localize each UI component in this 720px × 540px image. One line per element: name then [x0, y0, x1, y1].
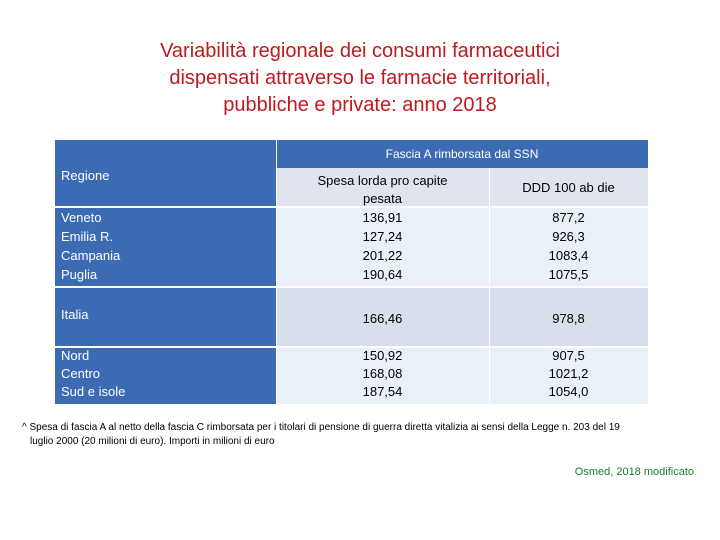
- ddd-value: 1054,0: [548, 384, 589, 399]
- spesa-group-1: [276, 207, 489, 287]
- spesa-value: 190,64: [362, 267, 403, 282]
- ddd-value: 1083,4: [548, 248, 589, 263]
- spesa-value: 127,24: [362, 229, 403, 244]
- region-group-3: [55, 347, 276, 404]
- region-name: Emilia R.: [61, 229, 114, 244]
- ddd-group-1: [489, 207, 648, 287]
- region-name: Nord: [61, 348, 90, 363]
- ddd-value: 1021,2: [548, 366, 589, 381]
- italia-cell: [55, 287, 276, 347]
- spesa-value: 187,54: [362, 384, 403, 399]
- slide-title: [60, 38, 660, 119]
- spesa-value: 201,22: [362, 248, 403, 263]
- spesa-value: 150,92: [362, 348, 403, 363]
- footnote: [22, 421, 702, 449]
- column-divider: [276, 140, 277, 404]
- italia-spesa-cell: [276, 287, 489, 347]
- spesa-header-cell: [276, 168, 489, 207]
- footnote-line-2: luglio 2000 (20 milioni di euro). Importi in milioni di euro: [30, 436, 275, 447]
- spesa-value: 168,08: [362, 366, 403, 381]
- spesa-value: 166,46: [362, 311, 403, 326]
- ddd-value: 978,8: [552, 311, 585, 326]
- title-line-1: Variabilità regionale dei consumi farmaceutici: [160, 40, 560, 62]
- row-divider: [55, 346, 648, 348]
- region-name: Campania: [61, 248, 121, 263]
- region-name: Puglia: [61, 267, 98, 282]
- region-name: Veneto: [61, 210, 102, 225]
- region-header: Regione: [61, 168, 110, 183]
- ddd-header: DDD 100 ab die: [489, 168, 648, 207]
- region-name: Sud e isole: [61, 384, 126, 399]
- region-name: Centro: [61, 366, 101, 381]
- region-header-cell: [55, 140, 276, 207]
- ddd-value: 1075,5: [548, 267, 589, 282]
- spesa-header-l2: pesata: [362, 191, 403, 206]
- ddd-value: 877,2: [552, 210, 585, 225]
- spesa-group-3: [276, 347, 489, 404]
- italia-ddd-cell: [489, 287, 648, 347]
- ddd-value: 926,3: [552, 229, 585, 244]
- footnote-line-1: ^ Spesa di fascia A al netto della fascia C rimborsata per i titolari di pensione di guerra diretta vitalizia ai sensi della Legge n. 203 del 19: [22, 422, 620, 433]
- row-divider: [55, 286, 648, 288]
- region-group-1: [55, 207, 276, 287]
- ddd-value: 907,5: [552, 348, 585, 363]
- region-name: Italia: [61, 307, 89, 322]
- ddd-group-3: [489, 347, 648, 404]
- spesa-value: 136,91: [362, 210, 403, 225]
- spesa-header-l1: Spesa lorda pro capite: [317, 173, 448, 188]
- title-line-2: dispensati attraverso le farmacie territoriali,: [169, 67, 551, 89]
- title-line-3: pubbliche e private: anno 2018: [223, 94, 497, 116]
- row-divider: [55, 206, 648, 208]
- group-header: Fascia A rimborsata dal SSN: [276, 140, 648, 168]
- source-credit: Osmed, 2018 modificato: [574, 466, 694, 478]
